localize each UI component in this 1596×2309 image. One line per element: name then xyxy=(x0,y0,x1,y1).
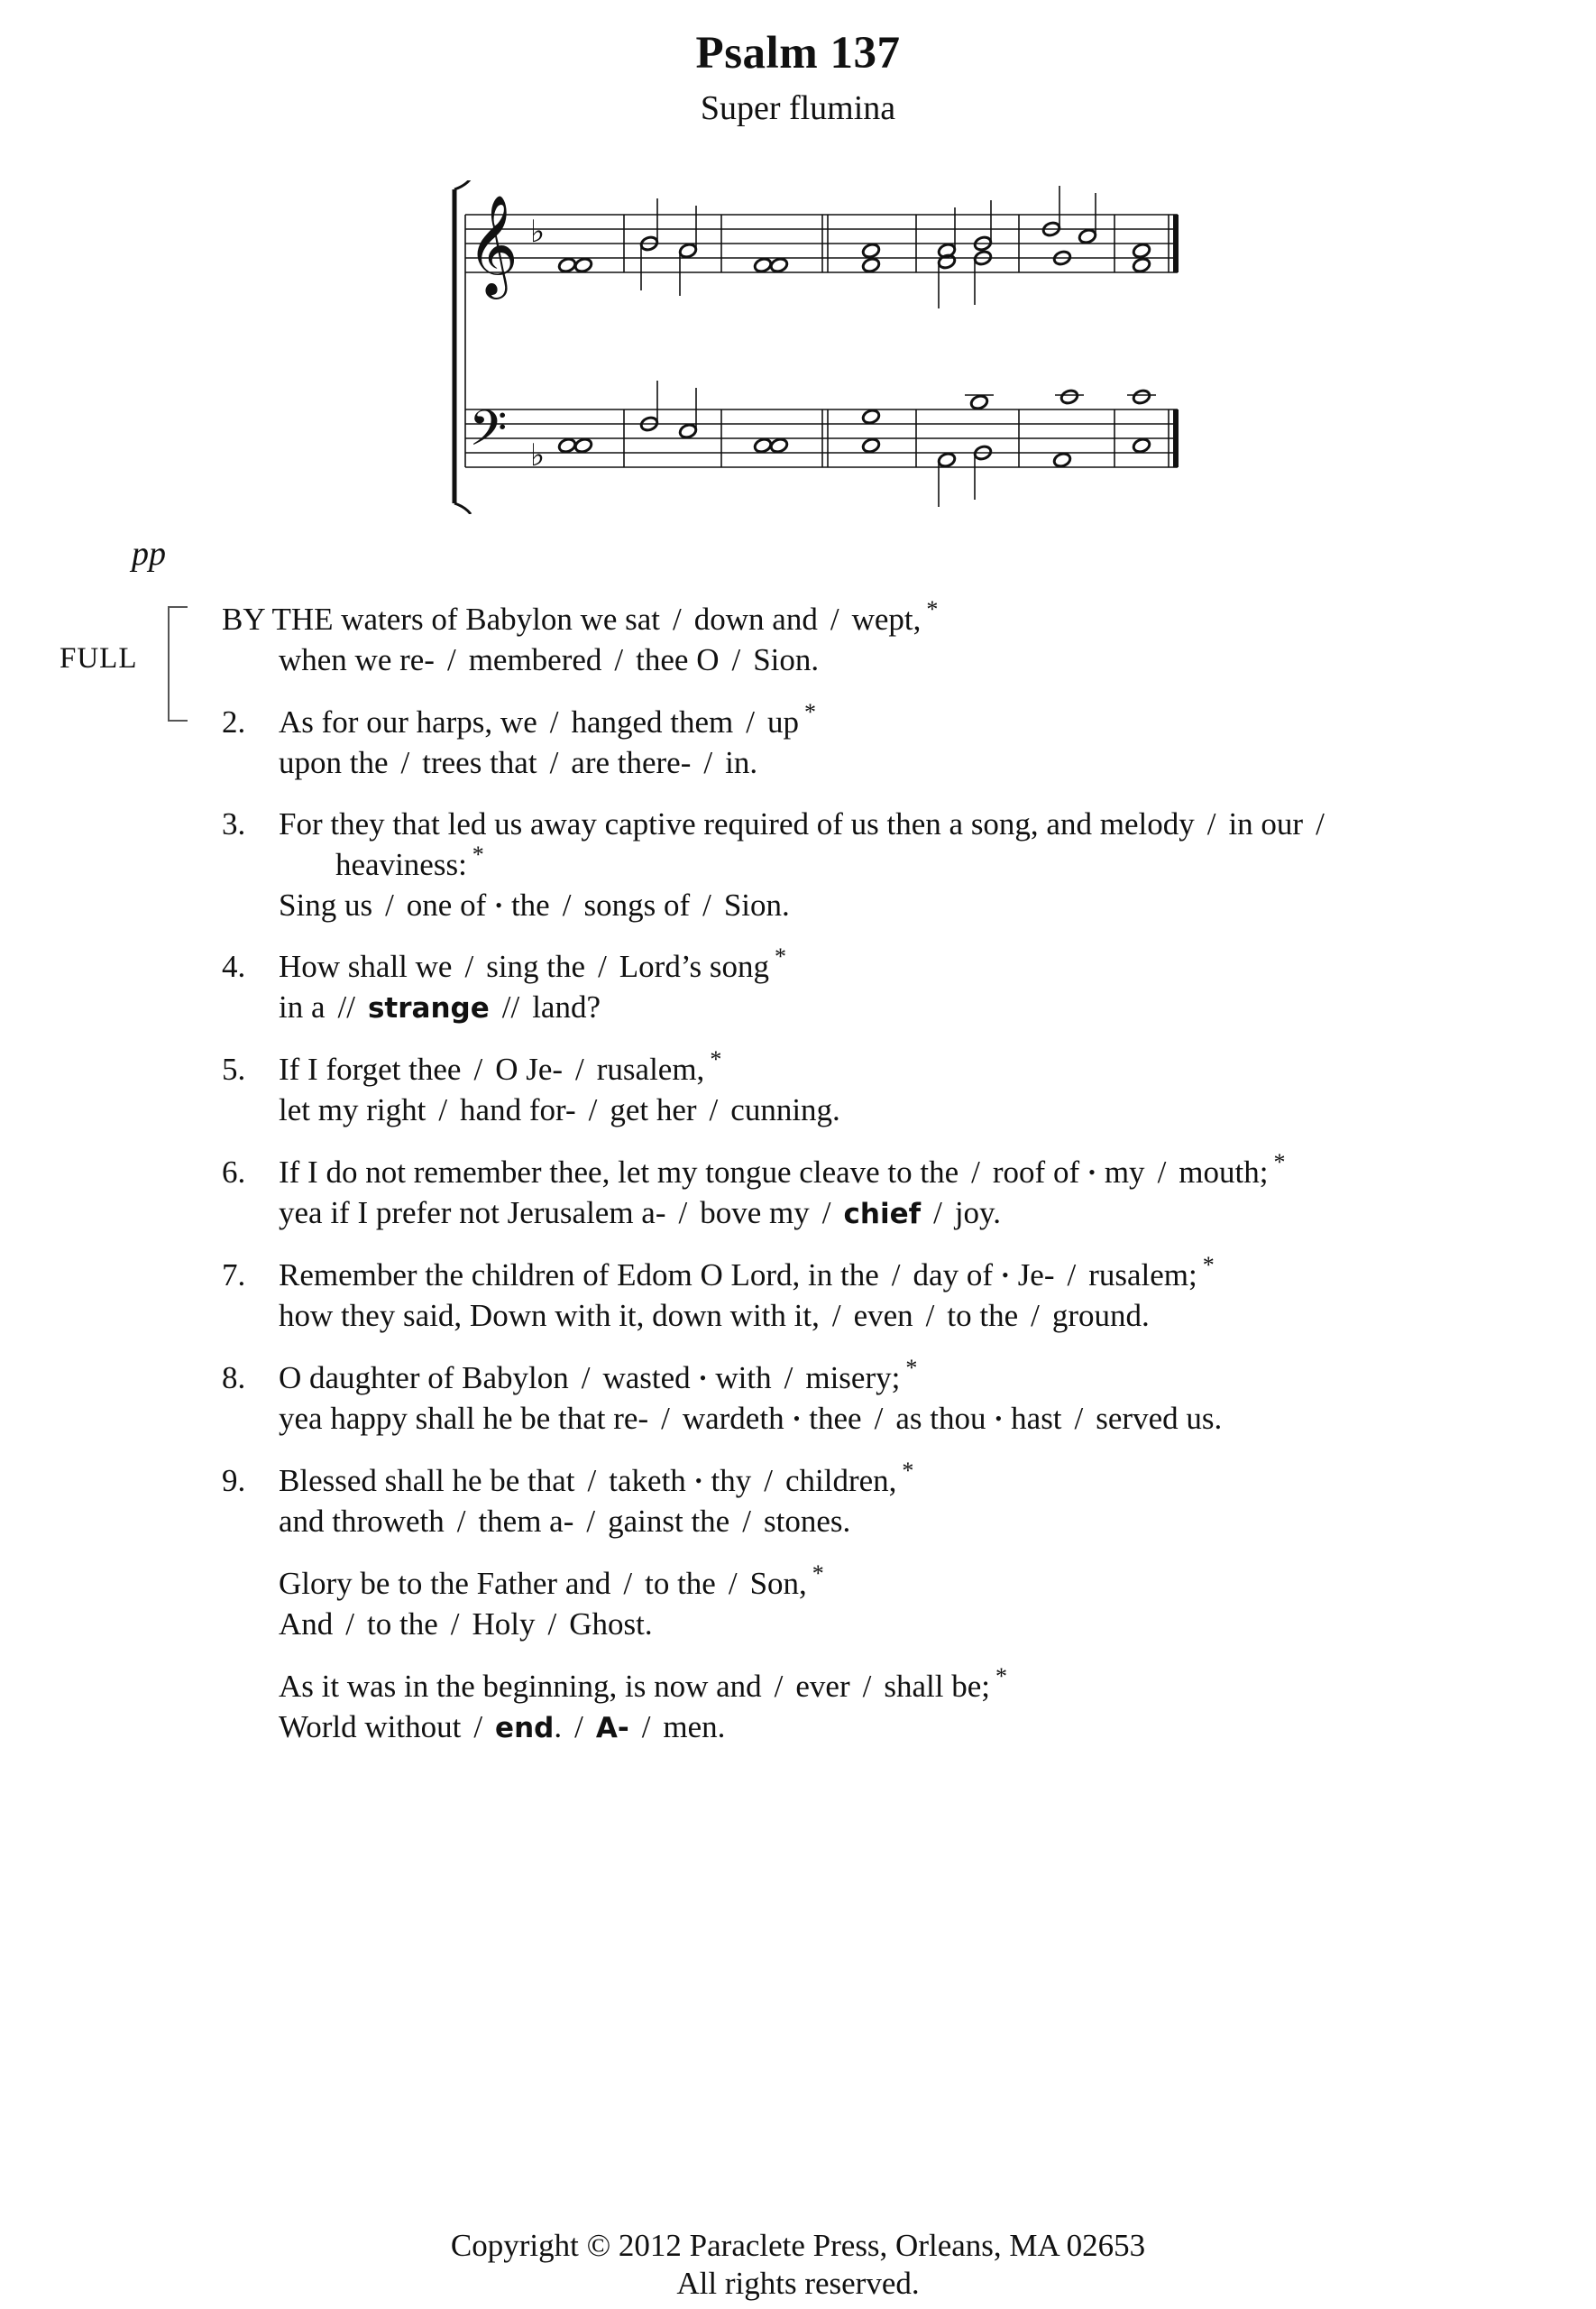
full-bracket xyxy=(168,606,188,722)
verse-line: Blessed shall he be that / taketh • thy / children, * xyxy=(279,1458,914,1498)
verse-line: in a // strange // land? xyxy=(279,989,601,1025)
verse-line: Sing us / one of • the / songs of / Sion. xyxy=(279,888,790,923)
verse-line: and throweth / them a- / gainst the / stones. xyxy=(279,1504,851,1539)
verse-line: how they said, Down with it, down with it, / even / to the / ground. xyxy=(279,1298,1150,1333)
verse-number: 6. xyxy=(222,1154,246,1190)
verse-number: 4. xyxy=(222,949,246,984)
flat-sign-bass-icon: ♭ xyxy=(530,437,546,474)
copyright-line: Copyright © 2012 Paraclete Press, Orleans, MA 02653 xyxy=(450,2228,1146,2263)
verse-line: Glory be to the Father and / to the / Son, * xyxy=(279,1560,824,1601)
verse-number: 2. xyxy=(222,704,246,740)
treble-staff xyxy=(465,215,1178,272)
full-label: FULL xyxy=(60,642,138,675)
verse-line: If I forget thee / O Je- / rusalem, * xyxy=(279,1046,722,1087)
verse-line: heaviness: * xyxy=(335,842,484,882)
verse-line: yea if I prefer not Jerusalem a- / bove my / chief / joy. xyxy=(279,1195,1002,1230)
verse-line: For they that led us away captive required of us then a song, and melody / in our / xyxy=(279,806,1325,842)
verse-line: yea happy shall he be that re- / wardeth • thee / as thou • hast / served us. xyxy=(279,1401,1223,1436)
flat-sign-treble-icon: ♭ xyxy=(530,214,546,250)
verse-line: O daughter of Babylon / wasted • with / misery; * xyxy=(279,1355,918,1395)
page-title: Psalm 137 xyxy=(695,28,901,78)
verse-line: when we re- / membered / thee O / Sion. xyxy=(279,642,820,677)
verse-line: And / to the / Holy / Ghost. xyxy=(279,1606,653,1642)
treble-clef-icon: 𝄞 xyxy=(467,194,518,295)
verse-line: upon the / trees that / are there- / in. xyxy=(279,745,758,780)
verse-number: 5. xyxy=(222,1052,246,1087)
verse-line: How shall we / sing the / Lord’s song * xyxy=(279,943,787,984)
verse-line: As it was in the beginning, is now and / ever / shall be; * xyxy=(279,1663,1007,1704)
verse-number: 7. xyxy=(222,1257,246,1292)
verse-number: 3. xyxy=(222,806,246,842)
chant-score xyxy=(436,180,1221,514)
verse-line: BY THE waters of Babylon we sat / down and / wept, * xyxy=(222,596,939,637)
verse-number: 9. xyxy=(222,1463,246,1498)
verse-line: If I do not remember thee, let my tongue cleave to the / roof of • my / mouth; * xyxy=(279,1149,1286,1190)
rights-line: All rights reserved. xyxy=(676,2266,920,2301)
verse-line: World without / end. / A- / men. xyxy=(279,1709,726,1744)
dynamic-marking: pp xyxy=(132,535,166,573)
verse-line: Remember the children of Edom O Lord, in the / day of • Je- / rusalem; * xyxy=(279,1252,1215,1292)
bass-clef-icon: 𝄢 xyxy=(469,400,508,469)
verse-line: let my right / hand for- / get her / cunning. xyxy=(279,1092,840,1127)
verse-number: 8. xyxy=(222,1360,246,1395)
page-subtitle: Super flumina xyxy=(700,89,896,127)
verse-line: As for our harps, we / hanged them / up * xyxy=(279,699,817,740)
